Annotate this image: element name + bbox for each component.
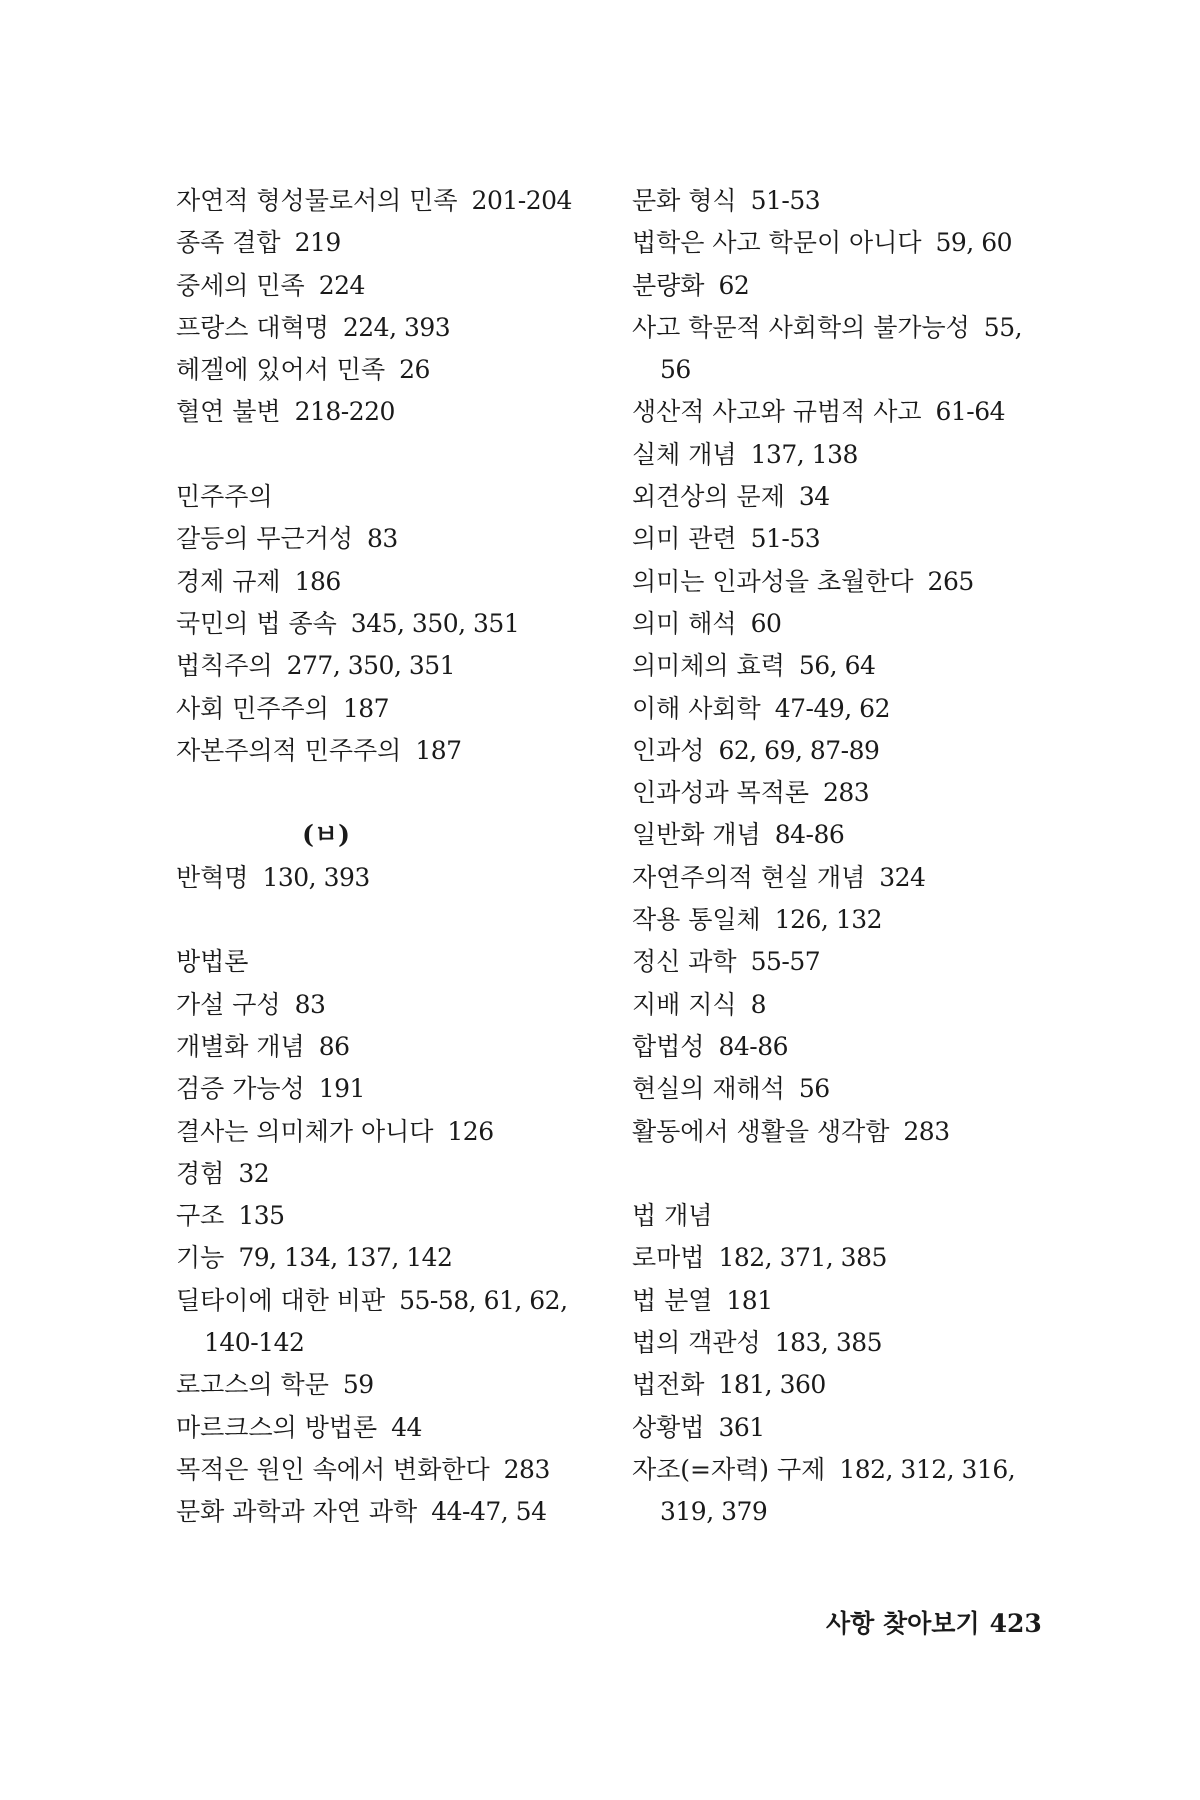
index-pages: 218-220 bbox=[294, 397, 395, 427]
index-entry bbox=[176, 1111, 596, 1153]
index-pages: 44-47, 54 bbox=[431, 1497, 547, 1527]
index-entry bbox=[176, 222, 596, 264]
index-pages: 224 bbox=[318, 270, 365, 300]
index-spacer bbox=[632, 1153, 1072, 1195]
index-entry bbox=[632, 984, 1072, 1026]
index-entry bbox=[632, 1237, 1072, 1279]
index-term: 실체 개념 bbox=[632, 439, 737, 469]
index-entry bbox=[176, 180, 596, 222]
index-pages: 219 bbox=[294, 228, 341, 258]
index-spacer bbox=[176, 899, 596, 941]
index-pages: 277, 350, 351 bbox=[286, 651, 456, 681]
index-pages: 84-86 bbox=[718, 1031, 789, 1061]
index-spacer bbox=[176, 434, 596, 476]
index-pages: 83 bbox=[294, 989, 326, 1019]
index-pages: 62 bbox=[718, 270, 750, 300]
index-term: 법학은 사고 학문이 아니다 bbox=[632, 228, 922, 258]
index-entry bbox=[176, 984, 596, 1026]
index-term: 마르크스의 방법론 bbox=[176, 1412, 378, 1442]
index-term: 자조(=자력) 구제 bbox=[632, 1454, 826, 1484]
index-term: 작용 통일체 bbox=[632, 905, 761, 935]
index-pages: 283 bbox=[903, 1116, 950, 1146]
index-term: 경제 규제 bbox=[176, 566, 281, 596]
index-term: 문화 과학과 자연 과학 bbox=[176, 1497, 418, 1527]
index-entry bbox=[632, 645, 1072, 687]
index-entry bbox=[632, 476, 1072, 518]
index-pages: 187 bbox=[342, 693, 390, 723]
index-pages: 182, 371, 385 bbox=[718, 1243, 887, 1273]
index-entry bbox=[176, 941, 596, 983]
index-entry bbox=[176, 1068, 596, 1110]
index-entry bbox=[176, 1364, 596, 1406]
index-term: 자연주의적 현실 개념 bbox=[632, 862, 866, 892]
index-entry bbox=[632, 1364, 1072, 1406]
index-pages: 60 bbox=[750, 608, 782, 638]
index-column-left bbox=[176, 180, 596, 1534]
index-term: 자연적 형성물로서의 민족 bbox=[176, 186, 458, 215]
index-pages: 187 bbox=[415, 735, 462, 765]
index-term: 이해 사회학 bbox=[632, 693, 761, 723]
index-entry bbox=[632, 1322, 1072, 1364]
index-term: 로고스의 학문 bbox=[176, 1370, 329, 1400]
index-pages: 126, 132 bbox=[774, 905, 883, 935]
index-term: 인과성 bbox=[632, 735, 705, 765]
index-pages: 56 bbox=[660, 355, 691, 385]
index-pages: 181, 360 bbox=[718, 1370, 826, 1400]
index-entry bbox=[176, 688, 596, 730]
index-term: 혈연 불변 bbox=[176, 397, 281, 427]
index-entry bbox=[632, 814, 1072, 856]
index-pages: 51-53 bbox=[750, 186, 821, 215]
index-entry bbox=[632, 307, 1072, 349]
index-term: 현실의 재해석 bbox=[632, 1074, 785, 1104]
index-pages: 319, 379 bbox=[660, 1497, 768, 1527]
index-term: (ㅂ) bbox=[302, 820, 350, 850]
index-pages: 224, 393 bbox=[342, 312, 451, 342]
index-column-right bbox=[632, 180, 1072, 1534]
index-pages: 83 bbox=[367, 524, 398, 554]
index-pages: 55, bbox=[983, 312, 1023, 342]
index-term: 종족 결합 bbox=[176, 228, 281, 258]
index-spacer bbox=[176, 772, 596, 814]
index-pages: 324 bbox=[879, 862, 926, 892]
index-entry bbox=[632, 561, 1072, 603]
index-term: 의미체의 효력 bbox=[632, 651, 785, 681]
index-pages: 56, 64 bbox=[798, 651, 876, 681]
index-pages: 56 bbox=[798, 1074, 830, 1104]
index-term: 정신 과학 bbox=[632, 947, 737, 977]
index-pages: 62, 69, 87-89 bbox=[718, 735, 880, 765]
index-term: 법전화 bbox=[632, 1370, 705, 1400]
index-term: 민주주의 bbox=[176, 482, 273, 512]
index-entry bbox=[176, 476, 596, 518]
index-entry bbox=[632, 1111, 1072, 1153]
index-term: 법 분열 bbox=[632, 1285, 713, 1315]
index-entry bbox=[632, 349, 1072, 391]
index-entry bbox=[632, 1449, 1072, 1491]
index-entry bbox=[176, 857, 596, 899]
index-term: 헤겔에 있어서 민족 bbox=[176, 355, 386, 385]
section-heading bbox=[176, 814, 596, 856]
index-entry bbox=[176, 518, 596, 560]
index-pages: 79, 134, 137, 142 bbox=[238, 1243, 453, 1273]
index-term: 개별화 개념 bbox=[176, 1031, 305, 1061]
index-term: 목적은 원인 속에서 변화한다 bbox=[176, 1454, 490, 1484]
index-term: 사회 민주주의 bbox=[176, 693, 329, 723]
index-term: 로마법 bbox=[632, 1243, 705, 1273]
index-pages: 86 bbox=[318, 1031, 350, 1061]
index-pages: 345, 350, 351 bbox=[350, 608, 520, 638]
index-pages: 265 bbox=[927, 566, 974, 596]
index-pages: 47-49, 62 bbox=[774, 693, 890, 723]
index-entry bbox=[632, 1491, 1072, 1533]
index-pages: 32 bbox=[238, 1158, 270, 1188]
index-entry bbox=[632, 1068, 1072, 1110]
index-entry bbox=[176, 1026, 596, 1068]
index-term: 딜타이에 대한 비판 bbox=[176, 1285, 386, 1315]
index-term: 생산적 사고와 규범적 사고 bbox=[632, 397, 922, 427]
index-term: 반혁명 bbox=[176, 862, 249, 892]
index-entry bbox=[176, 307, 596, 349]
index-pages: 130, 393 bbox=[262, 862, 370, 892]
index-pages: 140-142 bbox=[204, 1328, 305, 1358]
index-pages: 126 bbox=[447, 1116, 494, 1146]
index-pages: 8 bbox=[750, 989, 766, 1019]
index-entry bbox=[632, 899, 1072, 941]
index-pages: 84-86 bbox=[774, 820, 845, 850]
index-entry bbox=[632, 603, 1072, 645]
footer-label: 사항 찾아보기 bbox=[826, 1609, 980, 1638]
index-pages: 55-57 bbox=[750, 947, 821, 977]
index-entry bbox=[176, 603, 596, 645]
index-entry bbox=[176, 1491, 596, 1533]
index-term: 갈등의 무근거성 bbox=[176, 524, 353, 554]
index-entry bbox=[632, 688, 1072, 730]
index-term: 방법론 bbox=[176, 947, 249, 977]
index-entry bbox=[632, 1280, 1072, 1322]
index-term: 활동에서 생활을 생각함 bbox=[632, 1116, 890, 1146]
index-entry bbox=[176, 645, 596, 687]
index-entry bbox=[632, 222, 1072, 264]
index-entry bbox=[176, 1280, 596, 1322]
index-term: 문화 형식 bbox=[632, 186, 737, 215]
index-entry bbox=[176, 730, 596, 772]
index-pages: 182, 312, 316, bbox=[839, 1454, 1016, 1484]
index-entry bbox=[632, 518, 1072, 560]
index-term: 국민의 법 종속 bbox=[176, 608, 337, 638]
index-term: 의미 해석 bbox=[632, 608, 737, 638]
index-entry bbox=[176, 1322, 596, 1364]
index-entry bbox=[632, 1026, 1072, 1068]
index-term: 의미 관련 bbox=[632, 524, 737, 554]
index-entry bbox=[176, 1153, 596, 1195]
index-entry bbox=[632, 265, 1072, 307]
index-term: 합법성 bbox=[632, 1031, 705, 1061]
index-term: 법 개념 bbox=[632, 1201, 713, 1231]
index-term: 법칙주의 bbox=[176, 651, 273, 681]
index-entry bbox=[632, 1407, 1072, 1449]
index-term: 사고 학문적 사회학의 불가능성 bbox=[632, 312, 970, 342]
index-pages: 26 bbox=[399, 355, 430, 385]
index-pages: 361 bbox=[718, 1412, 765, 1442]
index-term: 분량화 bbox=[632, 270, 705, 300]
index-entry bbox=[176, 349, 596, 391]
index-pages: 61-64 bbox=[935, 397, 1006, 427]
page-footer bbox=[826, 1604, 1042, 1640]
index-pages: 181 bbox=[726, 1285, 773, 1315]
index-entry bbox=[632, 1195, 1072, 1237]
index-entry bbox=[632, 180, 1072, 222]
index-term: 검증 가능성 bbox=[176, 1074, 305, 1104]
index-entry bbox=[176, 1237, 596, 1279]
index-pages: 283 bbox=[823, 778, 870, 808]
index-term: 외견상의 문제 bbox=[632, 482, 785, 512]
index-pages: 135 bbox=[238, 1201, 285, 1231]
index-term: 일반화 개념 bbox=[632, 820, 761, 850]
index-term: 의미는 인과성을 초월한다 bbox=[632, 566, 914, 596]
index-term: 지배 지식 bbox=[632, 989, 737, 1019]
index-pages: 137, 138 bbox=[750, 439, 858, 469]
index-term: 경험 bbox=[176, 1158, 225, 1188]
index-term: 자본주의적 민주주의 bbox=[176, 735, 402, 765]
index-pages: 55-58, 61, 62, bbox=[399, 1285, 568, 1315]
index-entry bbox=[176, 561, 596, 603]
index-entry bbox=[632, 434, 1072, 476]
index-pages: 51-53 bbox=[750, 524, 821, 554]
index-entry bbox=[176, 265, 596, 307]
index-term: 중세의 민족 bbox=[176, 270, 305, 300]
index-entry bbox=[632, 857, 1072, 899]
index-entry bbox=[632, 391, 1072, 433]
index-pages: 191 bbox=[318, 1074, 365, 1104]
index-pages: 201-204 bbox=[471, 186, 572, 215]
index-pages: 186 bbox=[294, 566, 341, 596]
index-entry bbox=[632, 941, 1072, 983]
page-number: 423 bbox=[989, 1609, 1042, 1638]
index-pages: 59, 60 bbox=[935, 228, 1013, 258]
index-pages: 59 bbox=[342, 1370, 374, 1400]
index-term: 프랑스 대혁명 bbox=[176, 312, 329, 342]
index-term: 구조 bbox=[176, 1201, 225, 1231]
index-entry bbox=[176, 1449, 596, 1491]
index-term: 인과성과 목적론 bbox=[632, 778, 809, 808]
index-term: 결사는 의미체가 아니다 bbox=[176, 1116, 434, 1146]
index-pages: 183, 385 bbox=[774, 1328, 883, 1358]
index-entry bbox=[176, 1195, 596, 1237]
index-pages: 283 bbox=[503, 1454, 550, 1484]
index-term: 법의 객관성 bbox=[632, 1328, 761, 1358]
index-term: 상황법 bbox=[632, 1412, 705, 1442]
index-entry bbox=[632, 730, 1072, 772]
index-pages: 34 bbox=[798, 482, 830, 512]
index-term: 기능 bbox=[176, 1243, 225, 1273]
index-entry bbox=[632, 772, 1072, 814]
index-entry bbox=[176, 391, 596, 433]
index-term: 가설 구성 bbox=[176, 989, 281, 1019]
index-entry bbox=[176, 1407, 596, 1449]
index-pages: 44 bbox=[391, 1412, 422, 1442]
